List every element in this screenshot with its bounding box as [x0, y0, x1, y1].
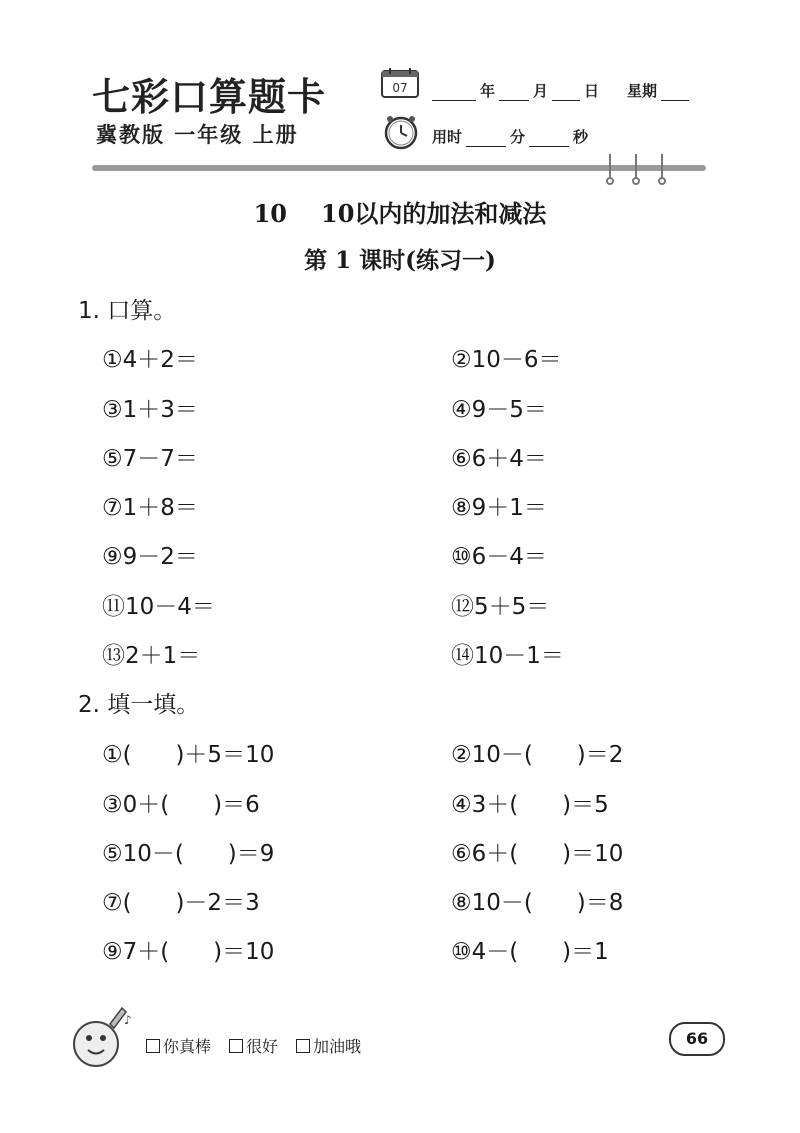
problem-1: ①4＋2＝: [102, 347, 198, 373]
checkbox-icon[interactable]: [296, 1039, 310, 1053]
chapter-name: 10以内的加法和减法: [321, 199, 547, 228]
edition-label: 冀教版 一年级 上册: [96, 123, 299, 147]
problem-11: ⑪10－4＝: [102, 594, 215, 620]
checkbox-icon[interactable]: [146, 1039, 160, 1053]
time-used-label: 用时: [432, 128, 463, 146]
month-blank[interactable]: [499, 86, 529, 101]
problem-14: ⑭10－1＝: [451, 643, 564, 669]
calendar-day: 07: [392, 81, 408, 95]
clock-icon: [383, 114, 419, 150]
problem-2: ②10－6＝: [451, 347, 562, 373]
problem-6: ⑥6＋4＝: [451, 446, 547, 472]
fill-3: ③0＋( )＝6: [102, 792, 260, 818]
calendar-icon: [381, 68, 419, 98]
section2-heading: 2. 填一填。: [78, 692, 200, 718]
problem-5: ⑤7－7＝: [102, 446, 198, 472]
mascot-icon: [66, 1002, 138, 1074]
lesson-title: 第 1 课时(练习一): [304, 247, 496, 274]
binder-rings-icon: [600, 152, 672, 186]
second-blank[interactable]: [529, 132, 569, 147]
rating-good-label: 很好: [246, 1037, 279, 1056]
chapter-number: 10: [253, 199, 287, 228]
problem-9: ⑨9－2＝: [102, 544, 198, 570]
fill-5: ⑤10－( )＝9: [102, 841, 275, 867]
fill-6: ⑥6＋( )＝10: [451, 841, 624, 867]
fill-2: ②10－( )＝2: [451, 742, 624, 768]
fill-1: ①( )＋5＝10: [102, 742, 275, 768]
problem-3: ③1＋3＝: [102, 397, 198, 423]
problem-7: ⑦1＋8＝: [102, 495, 198, 521]
page-number: 66: [669, 1022, 725, 1056]
fill-4: ④3＋( )＝5: [451, 792, 609, 818]
chapter-title: [0, 194, 800, 229]
second-label: 秒: [573, 128, 589, 146]
minute-label: 分: [510, 128, 526, 146]
fill-10: ⑩4－( )＝1: [451, 939, 609, 965]
rating-great-label: 你真棒: [163, 1037, 212, 1056]
rating-keep-going-label: 加油哦: [313, 1037, 362, 1056]
problem-8: ⑧9＋1＝: [451, 495, 547, 521]
weekday-blank[interactable]: [661, 86, 689, 101]
fill-7: ⑦( )－2＝3: [102, 890, 260, 916]
problem-4: ④9－5＝: [451, 397, 547, 423]
date-fields: [428, 80, 693, 101]
rating-good[interactable]: [229, 1034, 278, 1057]
year-label: 年: [480, 82, 496, 100]
problem-10: ⑩6－4＝: [451, 544, 547, 570]
problem-13: ⑬2＋1＝: [102, 643, 201, 669]
svg-text:♪: ♪: [124, 1013, 132, 1027]
month-label: 月: [533, 82, 549, 100]
checkbox-icon[interactable]: [229, 1039, 243, 1053]
brand-title: 七彩口算题卡: [92, 74, 327, 119]
rating-great[interactable]: [146, 1034, 211, 1057]
weekday-label: 星期: [627, 82, 658, 100]
section1-heading: 1. 口算。: [78, 298, 177, 324]
problem-12: ⑫5＋5＝: [451, 594, 550, 620]
year-blank[interactable]: [432, 86, 476, 101]
fill-9: ⑨7＋( )＝10: [102, 939, 275, 965]
rating-keep-going[interactable]: [296, 1034, 361, 1057]
day-blank[interactable]: [552, 86, 580, 101]
time-fields: [432, 126, 588, 147]
self-rating: [146, 1034, 361, 1057]
fill-8: ⑧10－( )＝8: [451, 890, 624, 916]
minute-blank[interactable]: [466, 132, 506, 147]
day-label: 日: [584, 82, 600, 100]
